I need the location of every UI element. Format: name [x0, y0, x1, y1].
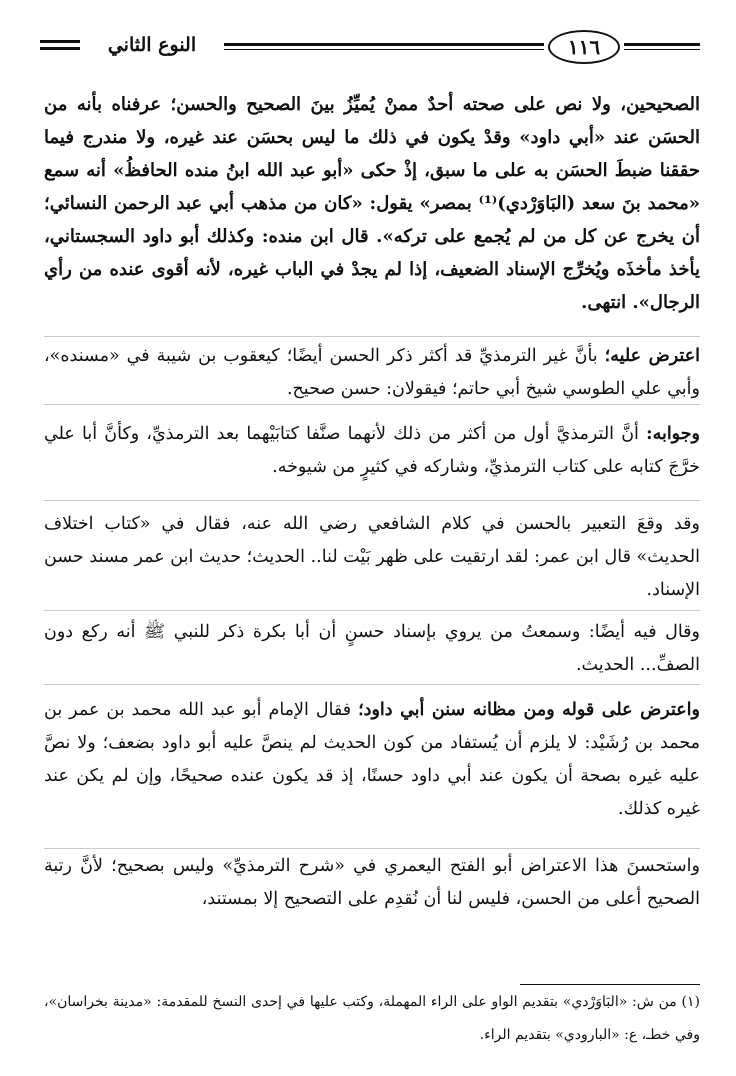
separator	[44, 610, 700, 611]
paragraph-2	[44, 340, 700, 406]
header-rule-right	[624, 43, 700, 46]
page-number: ١١٦	[548, 30, 620, 64]
header-ornament	[40, 40, 80, 54]
section-title: النوع الثاني	[92, 34, 212, 56]
paragraph-3-text: أنَّ الترمذيَّ أول من أكثر من ذلك لأنهما صنَّفا كتابَيْهما بعد الترمذيِّ، وكأنَّ أبا علي خرَّجَ كتابه على كتاب الترمذيِّ، وشاركه في كثيرٍ من شيوخه.	[44, 424, 700, 477]
header-rule-right-thin	[624, 49, 700, 50]
paragraph-4: وقد وقعَ التعبير بالحسن في كلام الشافعي رضي الله عنه، فقال في «كتاب اختلاف الحديث» قال ابن عمر: لقد ارتقيت على ظهر بَيْت لنا.. الحديث؛ حديث ابن عمر مسند حسن الإسناد.	[44, 514, 700, 600]
separator	[44, 848, 700, 849]
main-text-5	[44, 616, 700, 682]
main-text	[44, 88, 700, 319]
separator	[44, 500, 700, 501]
separator	[44, 336, 700, 337]
main-text-4	[44, 508, 700, 607]
header-rule-thick	[224, 43, 544, 46]
paragraph-1: الصحيحين، ولا نص على صحته أحدٌ ممنْ يُميِّزُ بينَ الصحيح والحسن؛ عرفناه بأنه من الحسَن عند «أبي داود» وقدْ يكون في ذلك ما ليس بحسَن عند غيره، ولا مندرج فيما حققنا ضبطَ الحسَن به على ما سبق، إذْ حكى «أبو عبد الله ابنُ منده الحافظُ» أنه سمع «محمد بنَ سعد (البَاوَرْدي)⁽¹⁾ بمصر» يقول: «كان من مذهب أبي عبد الرحمن النسائي؛ أن يخرج عن كل من لم يُجمع على تركه». قال ابن منده: وكذلك أبو داود السجستاني، يأخذ مأخذَه ويُخرِّج الإسناد الضعيف، إذا لم يجدْ في الباب غيره، لأنه أقوى عنده من رأي الرجال». انتهى.	[44, 94, 700, 313]
paragraph-6-lead: واعترض على قوله ومن مظانه سنن أبي داود؛	[358, 700, 700, 720]
paragraph-6-text: فقال الإمام أبو عبد الله محمد بن عمر بن محمد بن رُشَيْد: لا يلزم أن يُستفاد من كون الحديث لم ينصَّ عليه أبو داود بضعف؛ ولا نصَّ عليه غيره بصحة أن يكون عند أبي داود حسنًا، إذ قد يكون عنده صحيحًا، وإن لم يكن عند غيره كذلك.	[44, 700, 700, 819]
main-text-2	[44, 340, 700, 406]
separator	[44, 684, 700, 685]
paragraph-5: وقال فيه أيضًا: وسمعتُ من يروي بإسناد حسنٍ أن أبا بكرة ذكر للنبي ﷺ أنه ركع دون الصفِّ... الحديث.	[44, 622, 700, 675]
header-rule-thin	[224, 49, 544, 50]
paragraph-2-lead: اعترض عليه؛	[604, 346, 701, 366]
paragraph-2-text: بأنَّ غير الترمذيِّ قد أكثر ذكر الحسن أيضًا؛ كيعقوب بن شيبة في «مسنده»، وأبي علي الطوسي شيخ أبي حاتم؛ فيقولان: حسن صحيح.	[44, 346, 700, 399]
paragraph-3-lead: وجوابه:	[646, 424, 700, 444]
paragraph-7: واستحسنَ هذا الاعتراض أبو الفتح اليعمري في «شرح الترمذيِّ» وليس بصحيح؛ لأنَّ رتبة الصحيح أعلى من الحسن، فليس لنا أن نُقدِم على التصحيح إلا بمستند،	[44, 856, 700, 909]
main-text-7	[44, 850, 700, 916]
main-text-6	[44, 694, 700, 826]
paragraph-3	[44, 418, 700, 484]
footnote: (١) من ش: «البَاوَرْدي» بتقديم الواو على الراء المهملة، وكتب عليها في إحدى النسخ للمقدمة: «مدينة بخراسان»، وفي خطـ، ع: «البارودي» بتقديم الراء.	[44, 994, 700, 1043]
separator	[44, 404, 700, 405]
footnote-rule	[520, 984, 700, 985]
paragraph-6	[44, 694, 700, 826]
main-text-3	[44, 418, 700, 484]
